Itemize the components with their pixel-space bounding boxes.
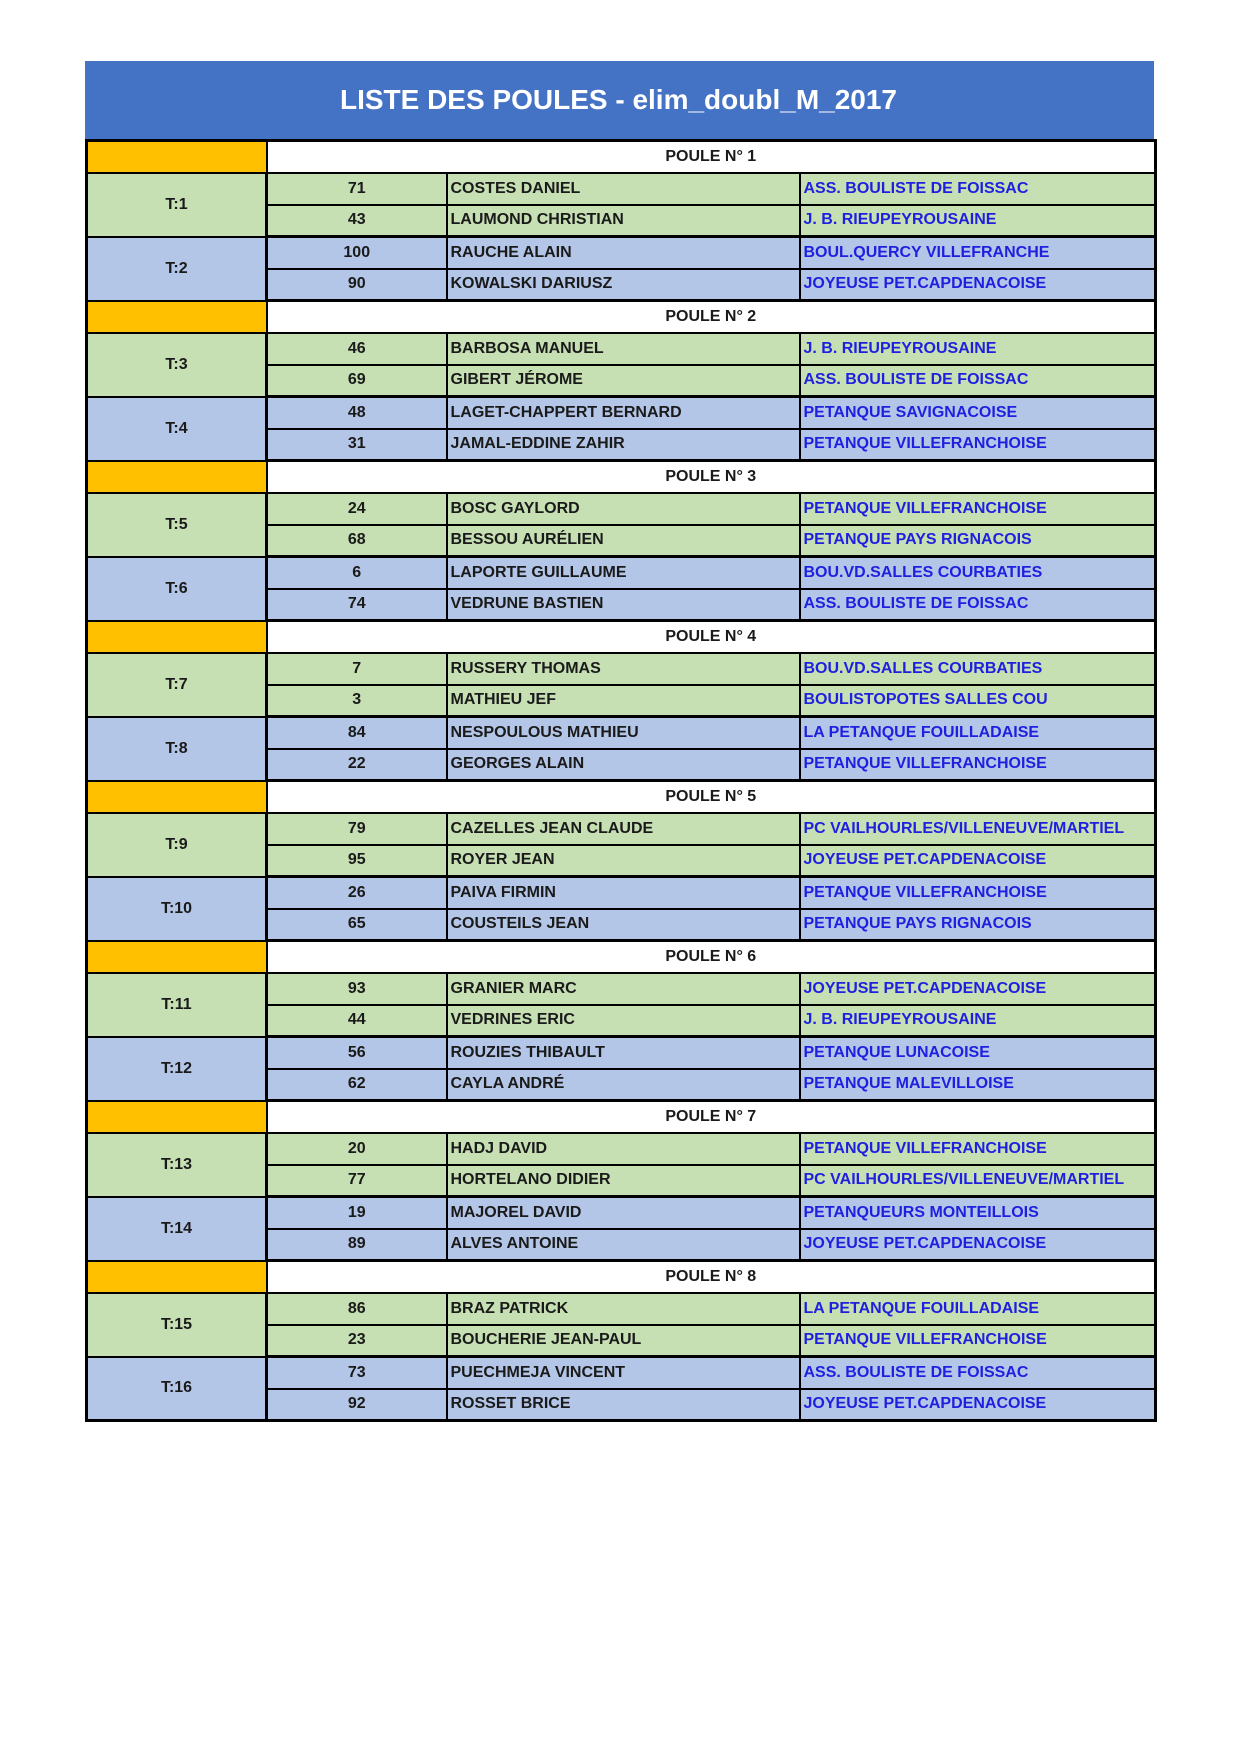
team-label: T:9 (87, 813, 267, 877)
player-name: GIBERT JÉROME (447, 365, 800, 397)
player-name: KOWALSKI DARIUSZ (447, 269, 800, 301)
player-number: 43 (267, 205, 447, 237)
player-number: 6 (267, 557, 447, 589)
player-number: 65 (267, 909, 447, 941)
player-club: ASS. BOULISTE DE FOISSAC (800, 589, 1156, 621)
player-number: 69 (267, 365, 447, 397)
team-label: T:13 (87, 1133, 267, 1197)
player-name: ALVES ANTOINE (447, 1229, 800, 1261)
team-label: T:4 (87, 397, 267, 461)
player-club: PC VAILHOURLES/VILLENEUVE/MARTIEL (800, 1165, 1156, 1197)
team-label: T:6 (87, 557, 267, 621)
player-number: 24 (267, 493, 447, 525)
player-name: BARBOSA MANUEL (447, 333, 800, 365)
poule-title: POULE N° 8 (267, 1261, 1156, 1293)
player-club: JOYEUSE PET.CAPDENACOISE (800, 269, 1156, 301)
player-number: 23 (267, 1325, 447, 1357)
player-name: LAPORTE GUILLAUME (447, 557, 800, 589)
player-name: MATHIEU JEF (447, 685, 800, 717)
player-number: 7 (267, 653, 447, 685)
player-name: BESSOU AURÉLIEN (447, 525, 800, 557)
player-row (87, 717, 1156, 749)
team-label: T:3 (87, 333, 267, 397)
player-name: VEDRUNE BASTIEN (447, 589, 800, 621)
player-row (87, 397, 1156, 429)
player-name: NESPOULOUS MATHIEU (447, 717, 800, 749)
player-number: 95 (267, 845, 447, 877)
poule-marker (87, 621, 267, 653)
player-name: MAJOREL DAVID (447, 1197, 800, 1229)
player-row (87, 1037, 1156, 1069)
player-club: PETANQUE PAYS RIGNACOIS (800, 525, 1156, 557)
player-club: BOU.VD.SALLES COURBATIES (800, 653, 1156, 685)
player-number: 44 (267, 1005, 447, 1037)
player-name: CAYLA ANDRÉ (447, 1069, 800, 1101)
player-number: 48 (267, 397, 447, 429)
team-label: T:12 (87, 1037, 267, 1101)
player-name: COSTES DANIEL (447, 173, 800, 205)
player-name: HORTELANO DIDIER (447, 1165, 800, 1197)
player-row (87, 1293, 1156, 1325)
player-number: 84 (267, 717, 447, 749)
player-club: PETANQUE MALEVILLOISE (800, 1069, 1156, 1101)
poule-header-row (87, 781, 1156, 813)
player-row (87, 1197, 1156, 1229)
player-row (87, 877, 1156, 909)
player-club: PETANQUE VILLEFRANCHOISE (800, 429, 1156, 461)
player-name: PUECHMEJA VINCENT (447, 1357, 800, 1389)
player-club: ASS. BOULISTE DE FOISSAC (800, 365, 1156, 397)
player-name: ROUZIES THIBAULT (447, 1037, 800, 1069)
player-club: J. B. RIEUPEYROUSAINE (800, 1005, 1156, 1037)
page-title: LISTE DES POULES - elim_doubl_M_2017 (85, 61, 1154, 139)
player-row (87, 333, 1156, 365)
poule-title: POULE N° 4 (267, 621, 1156, 653)
team-label: T:1 (87, 173, 267, 237)
player-number: 77 (267, 1165, 447, 1197)
poule-title: POULE N° 6 (267, 941, 1156, 973)
player-name: LAUMOND CHRISTIAN (447, 205, 800, 237)
player-club: PETANQUE VILLEFRANCHOISE (800, 1325, 1156, 1357)
player-number: 92 (267, 1389, 447, 1421)
player-number: 93 (267, 973, 447, 1005)
team-label: T:16 (87, 1357, 267, 1421)
poule-marker (87, 941, 267, 973)
player-name: GRANIER MARC (447, 973, 800, 1005)
player-number: 19 (267, 1197, 447, 1229)
poule-marker (87, 1101, 267, 1133)
poules-body (87, 141, 1156, 1421)
player-club: JOYEUSE PET.CAPDENACOISE (800, 845, 1156, 877)
poule-marker (87, 141, 267, 173)
poule-marker (87, 1261, 267, 1293)
poule-marker (87, 301, 267, 333)
poule-header-row (87, 461, 1156, 493)
player-club: J. B. RIEUPEYROUSAINE (800, 205, 1156, 237)
poule-header-row (87, 141, 1156, 173)
player-club: JOYEUSE PET.CAPDENACOISE (800, 973, 1156, 1005)
poule-marker (87, 461, 267, 493)
poule-title: POULE N° 5 (267, 781, 1156, 813)
player-name: ROSSET BRICE (447, 1389, 800, 1421)
player-club: BOU.VD.SALLES COURBATIES (800, 557, 1156, 589)
player-club: J. B. RIEUPEYROUSAINE (800, 333, 1156, 365)
team-label: T:10 (87, 877, 267, 941)
player-name: BRAZ PATRICK (447, 1293, 800, 1325)
player-name: CAZELLES JEAN CLAUDE (447, 813, 800, 845)
player-name: COUSTEILS JEAN (447, 909, 800, 941)
team-label: T:8 (87, 717, 267, 781)
poule-header-row (87, 621, 1156, 653)
player-club: ASS. BOULISTE DE FOISSAC (800, 1357, 1156, 1389)
player-name: VEDRINES ERIC (447, 1005, 800, 1037)
poules-table (85, 139, 1157, 1422)
poule-header-row (87, 1261, 1156, 1293)
poule-header-row (87, 1101, 1156, 1133)
player-club: JOYEUSE PET.CAPDENACOISE (800, 1229, 1156, 1261)
team-label: T:11 (87, 973, 267, 1037)
poule-header-row (87, 941, 1156, 973)
player-name: BOSC GAYLORD (447, 493, 800, 525)
player-club: PETANQUEURS MONTEILLOIS (800, 1197, 1156, 1229)
player-number: 62 (267, 1069, 447, 1101)
player-name: HADJ DAVID (447, 1133, 800, 1165)
player-row (87, 1357, 1156, 1389)
player-number: 79 (267, 813, 447, 845)
player-club: PETANQUE VILLEFRANCHOISE (800, 493, 1156, 525)
player-number: 100 (267, 237, 447, 269)
player-club: JOYEUSE PET.CAPDENACOISE (800, 1389, 1156, 1421)
player-club: PETANQUE VILLEFRANCHOISE (800, 877, 1156, 909)
player-number: 20 (267, 1133, 447, 1165)
player-row (87, 493, 1156, 525)
player-row (87, 173, 1156, 205)
team-label: T:2 (87, 237, 267, 301)
player-number: 56 (267, 1037, 447, 1069)
player-club: BOUL.QUERCY VILLEFRANCHE (800, 237, 1156, 269)
poule-title: POULE N° 1 (267, 141, 1156, 173)
player-number: 71 (267, 173, 447, 205)
team-label: T:5 (87, 493, 267, 557)
player-name: ROYER JEAN (447, 845, 800, 877)
team-label: T:7 (87, 653, 267, 717)
player-name: LAGET-CHAPPERT BERNARD (447, 397, 800, 429)
player-number: 31 (267, 429, 447, 461)
player-name: RUSSERY THOMAS (447, 653, 800, 685)
player-row (87, 237, 1156, 269)
player-row (87, 973, 1156, 1005)
player-number: 3 (267, 685, 447, 717)
team-label: T:15 (87, 1293, 267, 1357)
player-club: PETANQUE SAVIGNACOISE (800, 397, 1156, 429)
player-club: PETANQUE VILLEFRANCHOISE (800, 749, 1156, 781)
player-number: 73 (267, 1357, 447, 1389)
player-name: JAMAL-EDDINE ZAHIR (447, 429, 800, 461)
poule-header-row (87, 301, 1156, 333)
player-name: GEORGES ALAIN (447, 749, 800, 781)
player-club: PETANQUE PAYS RIGNACOIS (800, 909, 1156, 941)
player-row (87, 557, 1156, 589)
player-number: 90 (267, 269, 447, 301)
player-club: ASS. BOULISTE DE FOISSAC (800, 173, 1156, 205)
player-club: PETANQUE LUNACOISE (800, 1037, 1156, 1069)
player-name: BOUCHERIE JEAN-PAUL (447, 1325, 800, 1357)
player-number: 74 (267, 589, 447, 621)
player-number: 22 (267, 749, 447, 781)
poule-title: POULE N° 3 (267, 461, 1156, 493)
player-name: PAIVA FIRMIN (447, 877, 800, 909)
player-club: PC VAILHOURLES/VILLENEUVE/MARTIEL (800, 813, 1156, 845)
player-row (87, 1133, 1156, 1165)
poule-title: POULE N° 7 (267, 1101, 1156, 1133)
player-row (87, 813, 1156, 845)
player-club: PETANQUE VILLEFRANCHOISE (800, 1133, 1156, 1165)
player-number: 89 (267, 1229, 447, 1261)
player-number: 86 (267, 1293, 447, 1325)
poule-title: POULE N° 2 (267, 301, 1156, 333)
player-row (87, 653, 1156, 685)
poule-marker (87, 781, 267, 813)
player-club: LA PETANQUE FOUILLADAISE (800, 1293, 1156, 1325)
player-number: 68 (267, 525, 447, 557)
poules-sheet (85, 61, 1154, 1422)
player-number: 26 (267, 877, 447, 909)
team-label: T:14 (87, 1197, 267, 1261)
player-club: BOULISTOPOTES SALLES COU (800, 685, 1156, 717)
player-name: RAUCHE ALAIN (447, 237, 800, 269)
player-club: LA PETANQUE FOUILLADAISE (800, 717, 1156, 749)
player-number: 46 (267, 333, 447, 365)
